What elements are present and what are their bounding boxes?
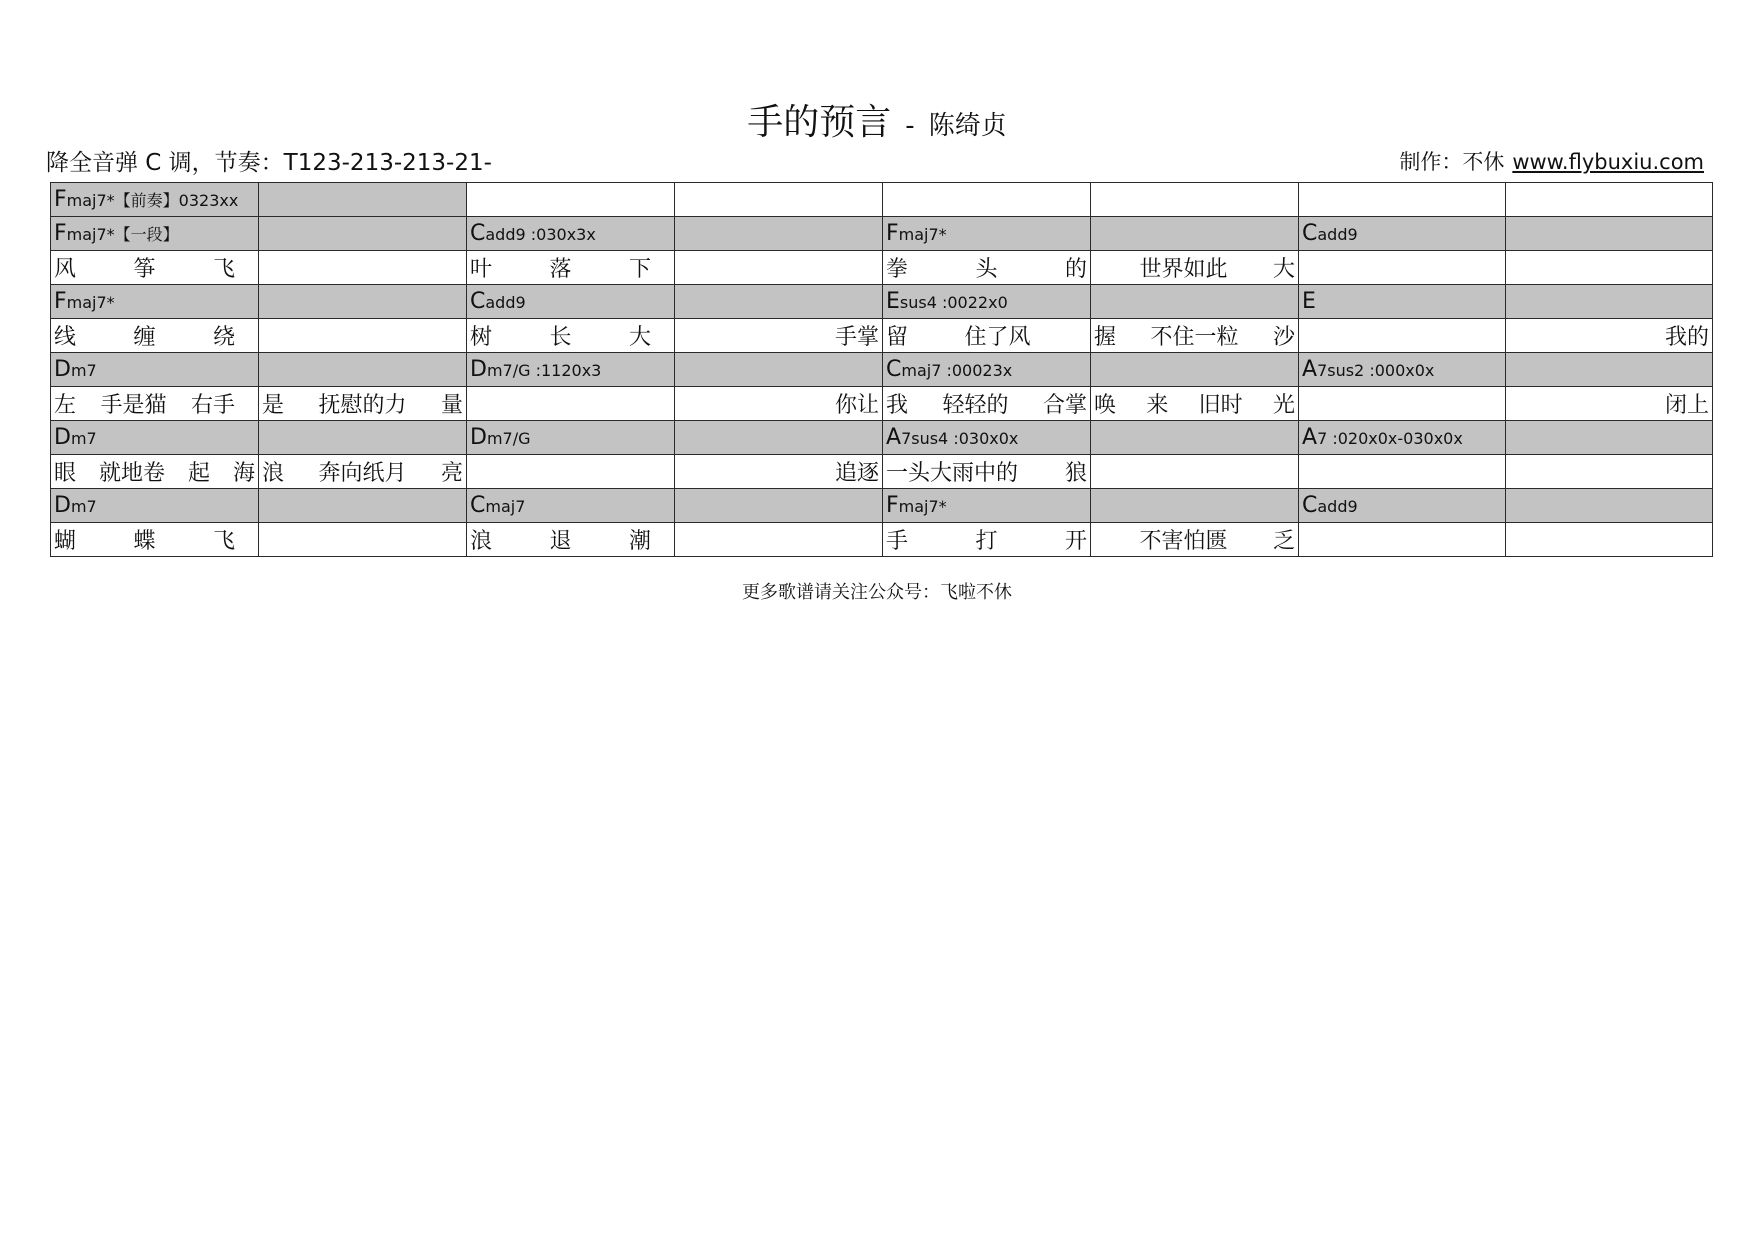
lyric-row (51, 319, 1713, 353)
lyric-cell (883, 319, 1091, 353)
lyric-segment: 来 (1146, 393, 1169, 418)
chord-root: A (1302, 425, 1318, 450)
lyric-segment: 树 (470, 325, 493, 350)
lyric-cell (467, 319, 675, 353)
lyric-cell (1091, 319, 1299, 353)
lyric-segment: 落 (549, 257, 572, 282)
lyric-cell (51, 251, 259, 285)
lyric-segment: 狼 (1064, 461, 1087, 486)
chord-extension: maj7* (66, 293, 115, 312)
chord-root: C (470, 289, 486, 314)
chord-cell-empty (259, 285, 467, 319)
chord-extension: maj7* (898, 497, 947, 516)
lyric-segment: 留 (886, 325, 909, 350)
lyric-line (886, 252, 1087, 283)
lyric-cell (883, 455, 1091, 489)
lyric-segment: 浪 (262, 461, 285, 486)
lyric-segment: 追逐 (834, 461, 879, 486)
lyric-cell (675, 319, 883, 353)
lyric-segment: 大 (1272, 257, 1295, 282)
lyric-segment: 一头大雨中的 (886, 461, 1019, 486)
chord-cell-empty (1091, 421, 1299, 455)
lyric-cell (675, 455, 883, 489)
lyric-cell-empty (467, 387, 675, 421)
chord-cell-empty (259, 183, 467, 217)
chord-cell (467, 285, 675, 319)
lyric-segment: 蝶 (133, 529, 156, 554)
chord-row (51, 421, 1713, 455)
lyric-segment: 下 (628, 257, 651, 282)
lyric-segment: 退 (549, 529, 572, 554)
chord-cell-empty (1506, 285, 1713, 319)
lyric-cell-empty (1299, 523, 1506, 557)
lyric-segment: 世界如此 (1139, 257, 1228, 282)
lyric-line (262, 388, 463, 419)
chord-cell-empty (675, 489, 883, 523)
chord-cell (1299, 421, 1506, 455)
lyric-segment: 量 (440, 393, 463, 418)
chord-cell (883, 489, 1091, 523)
lyric-segment: 的 (1064, 257, 1087, 282)
chord-cell (51, 489, 259, 523)
lyric-segment: 浪 (470, 529, 493, 554)
chord-extension: 7sus4 :030x0x (901, 429, 1019, 448)
lyric-cell-empty (1506, 455, 1713, 489)
chord-row (51, 353, 1713, 387)
chord-root: A (886, 425, 902, 450)
lyric-cell (1091, 523, 1299, 557)
lyric-segment: 抚慰的力 (318, 393, 407, 418)
credit-website-link[interactable]: www.flybuxiu.com (1512, 150, 1704, 174)
lyric-segment: 轻轻的 (942, 393, 1009, 418)
credit-label: 制作：不休 (1399, 150, 1505, 174)
lyric-cell-empty (1299, 319, 1506, 353)
lyric-segment: 飞 (212, 257, 235, 282)
chord-cell-empty (1506, 217, 1713, 251)
chord-root: D (54, 357, 71, 382)
lyric-segment: 潮 (628, 529, 651, 554)
lyric-cell-empty (259, 319, 467, 353)
lyric-cell-empty (1299, 455, 1506, 489)
lyric-cell (883, 251, 1091, 285)
chord-extension: m7/G (486, 429, 531, 448)
lyric-segment: 缠 (133, 325, 156, 350)
chord-cell-empty (1091, 183, 1299, 217)
chord-root: F (54, 289, 67, 314)
footer-note: 更多歌谱请关注公众号：飞啦不休 (742, 582, 1012, 603)
chord-cell (467, 421, 675, 455)
lyric-segment: 是 (262, 393, 285, 418)
lyric-line (54, 524, 255, 555)
lyric-segment: 光 (1272, 393, 1295, 418)
lyric-cell (51, 319, 259, 353)
lyric-cell-empty (675, 523, 883, 557)
lyric-segment: 不害怕匮 (1139, 529, 1228, 554)
lyric-segment: 右手 (190, 393, 235, 418)
lyric-segment: 起 (187, 461, 210, 486)
lyric-segment: 闭上 (1664, 393, 1709, 418)
lyric-cell (1091, 251, 1299, 285)
lyric-segment: 住了风 (964, 325, 1031, 350)
chord-cell (51, 285, 259, 319)
chord-cell-empty (259, 489, 467, 523)
lyric-cell (883, 523, 1091, 557)
lyric-cell-empty (259, 251, 467, 285)
chord-cell-empty (1506, 421, 1713, 455)
chord-cell (51, 421, 259, 455)
chord-cell-empty (1506, 353, 1713, 387)
lyric-segment: 握 (1094, 325, 1117, 350)
chord-cell (883, 217, 1091, 251)
chord-root: C (470, 221, 486, 246)
lyric-line (886, 320, 1087, 351)
lyric-segment: 飞 (212, 529, 235, 554)
lyric-segment: 叶 (470, 257, 493, 282)
lyric-segment: 线 (54, 325, 77, 350)
chord-root: C (1302, 221, 1318, 246)
artist-name: 陈绮贞 (928, 111, 1007, 141)
chord-cell (51, 353, 259, 387)
chord-cell (51, 183, 259, 217)
chord-cell (1299, 285, 1506, 319)
chord-root: C (470, 493, 486, 518)
lyric-line (470, 320, 671, 351)
chord-cell-empty (259, 421, 467, 455)
chord-cell (467, 353, 675, 387)
chord-extension: add9 (485, 293, 526, 312)
chord-row (51, 183, 1713, 217)
chord-root: F (886, 493, 899, 518)
lyric-segment: 打 (975, 529, 998, 554)
chord-extension: add9 :030x3x (485, 225, 596, 244)
chord-row (51, 285, 1713, 319)
lyric-segment: 左 (54, 393, 77, 418)
chord-cell-empty (675, 285, 883, 319)
lyric-cell (1506, 319, 1713, 353)
lyric-line (678, 388, 879, 419)
lyric-line (1509, 388, 1709, 419)
chord-root: D (54, 493, 71, 518)
chord-cell-empty (1091, 489, 1299, 523)
lyric-line (1094, 524, 1295, 555)
lyric-cell (51, 387, 259, 421)
chord-cell-empty (1506, 183, 1713, 217)
lyric-line (1094, 388, 1295, 419)
lyric-segment: 我的 (1664, 325, 1709, 350)
chord-cell-empty (883, 183, 1091, 217)
lyric-segment: 奔向纸月 (318, 461, 407, 486)
lyric-line (886, 388, 1087, 419)
lyric-segment: 亮 (440, 461, 463, 486)
lyric-cell (467, 251, 675, 285)
lyric-line (54, 320, 255, 351)
lyric-segment: 就地卷 (98, 461, 165, 486)
lyric-segment: 拳 (886, 257, 909, 282)
lyric-cell-empty (1299, 387, 1506, 421)
lyric-segment: 旧时 (1198, 393, 1243, 418)
lyric-line (678, 320, 879, 351)
chord-cell (1299, 217, 1506, 251)
chord-cell-empty (675, 353, 883, 387)
chord-root: C (1302, 493, 1318, 518)
lyric-line (54, 456, 255, 487)
chord-extension: add9 (1317, 497, 1358, 516)
lyric-segment: 眼 (54, 461, 77, 486)
lyric-line (470, 252, 671, 283)
lyric-line (886, 524, 1087, 555)
lyric-cell (51, 523, 259, 557)
chord-cell-empty (1091, 217, 1299, 251)
lyric-segment: 不住一粒 (1150, 325, 1239, 350)
chord-extension: m7 (70, 497, 97, 516)
chord-extension: maj7 :00023x (901, 361, 1013, 380)
lyric-segment: 唤 (1094, 393, 1117, 418)
chord-root: A (1302, 357, 1318, 382)
lyric-cell (675, 387, 883, 421)
chord-root: C (886, 357, 902, 382)
chord-cell-empty (675, 217, 883, 251)
chord-extension: add9 (1317, 225, 1358, 244)
chord-cell-empty (1299, 183, 1506, 217)
song-title: 手的预言 (747, 102, 892, 143)
lyric-cell-empty (467, 455, 675, 489)
lyric-line (678, 456, 879, 487)
key-and-rhythm-info: 降全音弹 C 调，节奏：T123-213-213-21- (46, 150, 492, 176)
lyric-segment: 沙 (1272, 325, 1295, 350)
lyric-line (1509, 320, 1709, 351)
lyric-line (262, 456, 463, 487)
lyric-segment: 手掌 (834, 325, 879, 350)
lyric-segment: 开 (1064, 529, 1087, 554)
chord-row (51, 489, 1713, 523)
lyric-segment: 乏 (1272, 529, 1295, 554)
lyric-cell (259, 387, 467, 421)
chord-cell-empty (259, 353, 467, 387)
lyric-line (1094, 252, 1295, 283)
chord-row (51, 217, 1713, 251)
chord-cell (1299, 489, 1506, 523)
lyric-line (470, 524, 671, 555)
chord-root: D (470, 357, 487, 382)
lyric-segment: 筝 (133, 257, 156, 282)
lyric-row (51, 251, 1713, 285)
chord-cell-empty (1506, 489, 1713, 523)
chord-root: D (470, 425, 487, 450)
chord-extension: maj7 (485, 497, 526, 516)
lyric-segment: 头 (975, 257, 998, 282)
lyric-row (51, 523, 1713, 557)
lyric-cell-empty (675, 251, 883, 285)
chord-root: F (54, 221, 67, 246)
lyric-segment: 你让 (834, 393, 879, 418)
chord-root: D (54, 425, 71, 450)
lyric-line (886, 456, 1087, 487)
chord-cell (51, 217, 259, 251)
chord-extension: sus4 :0022x0 (899, 293, 1008, 312)
lyric-segment: 大 (628, 325, 651, 350)
lyric-segment: 绕 (212, 325, 235, 350)
chord-root: E (1302, 289, 1316, 314)
chord-extension: maj7* (898, 225, 947, 244)
lyric-segment: 手 (886, 529, 909, 554)
lyric-cell (259, 455, 467, 489)
credit-line (1399, 146, 1704, 176)
lyric-cell-empty (1506, 251, 1713, 285)
lyric-segment: 蝴 (54, 529, 77, 554)
title-separator: - (905, 111, 915, 141)
lyric-segment: 风 (54, 257, 77, 282)
chord-cell (467, 217, 675, 251)
lyric-row (51, 387, 1713, 421)
chord-cell (883, 353, 1091, 387)
lyric-cell (1506, 387, 1713, 421)
chord-extension: m7/G :1120x3 (486, 361, 602, 380)
chord-extension: 7sus2 :000x0x (1317, 361, 1435, 380)
lyric-line (54, 388, 255, 419)
lyric-cell (51, 455, 259, 489)
lyric-row (51, 455, 1713, 489)
chord-cell (467, 489, 675, 523)
chord-cell (883, 285, 1091, 319)
lyric-segment: 手是猫 (100, 393, 167, 418)
lyric-line (54, 252, 255, 283)
chord-cell-empty (1091, 285, 1299, 319)
chord-extension: m7 (70, 361, 97, 380)
chord-root: F (54, 187, 67, 212)
chord-root: F (886, 221, 899, 246)
lyric-cell (883, 387, 1091, 421)
lyric-cell-empty (1299, 251, 1506, 285)
lyric-cell-empty (259, 523, 467, 557)
lyric-line (1094, 320, 1295, 351)
chord-cell-empty (467, 183, 675, 217)
lyric-cell-empty (1091, 455, 1299, 489)
lyric-segment: 海 (232, 461, 255, 486)
chord-cell-empty (675, 421, 883, 455)
lyric-segment: 长 (549, 325, 572, 350)
chord-extension: maj7*【前奏】0323xx (66, 191, 239, 210)
chord-cell (883, 421, 1091, 455)
lyric-segment: 合掌 (1042, 393, 1087, 418)
chord-cell-empty (259, 217, 467, 251)
chord-root: E (886, 289, 900, 314)
lyric-segment: 我 (886, 393, 909, 418)
lyric-cell-empty (1506, 523, 1713, 557)
chord-extension: m7 (70, 429, 97, 448)
chord-cell-empty (1091, 353, 1299, 387)
lyric-cell (1091, 387, 1299, 421)
chord-lyric-sheet (50, 182, 1713, 557)
chord-extension: maj7*【一段】 (66, 225, 179, 244)
chord-extension: 7 :020x0x-030x0x (1317, 429, 1463, 448)
chord-cell-empty (675, 183, 883, 217)
chord-cell (1299, 353, 1506, 387)
lyric-cell (467, 523, 675, 557)
